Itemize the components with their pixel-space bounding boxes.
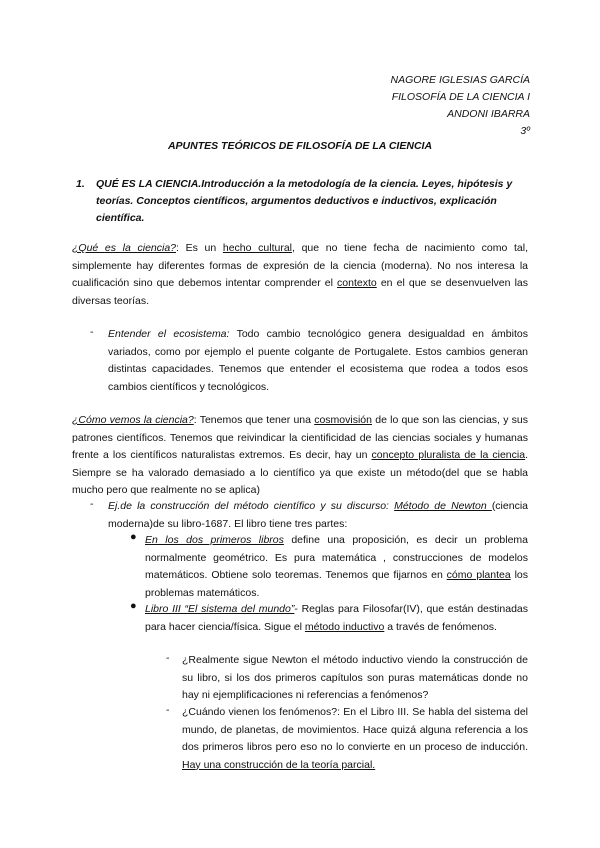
- underlined-term: Método de Newton: [394, 500, 492, 512]
- item-lead: Entender el ecosistema:: [108, 328, 230, 340]
- dash-marker: -: [90, 498, 94, 510]
- text-run: los problemas matemáticos.: [145, 569, 528, 599]
- bullet-marker: ●: [130, 600, 137, 612]
- dash-marker: -: [166, 652, 170, 664]
- underlined-term: método inductivo: [304, 620, 385, 633]
- bullet-item-libro-iii: [145, 601, 528, 636]
- page-title: APUNTES TEÓRICOS DE FILOSOFÍA DE LA CIENCIA: [167, 140, 433, 152]
- section-number: 1.: [76, 178, 85, 190]
- text-run: : Es un: [176, 242, 223, 254]
- question-label: ¿Qué es la ciencia?: [72, 242, 177, 254]
- underlined-term: concepto pluralista de la ciencia: [371, 449, 526, 462]
- item-lead: Libro III “El sistema del mundo”: [145, 603, 295, 615]
- underlined-term: cosmovisión: [314, 414, 372, 426]
- text-run: . Siempre se ha valorado demasiado a lo científico ya que existe un método(del que se habla mucho pero que realmente no se aplica): [72, 449, 528, 497]
- section-text: QUÉ ES LA CIENCIA.Introducción a la metodología de la ciencia. Leyes, hipótesis y teorías. Conceptos científicos, argumentos deductivos e inductivos, explicación científica.: [96, 178, 513, 224]
- bullet-item-primeros-libros: [145, 532, 528, 602]
- list-item-newton: [108, 498, 528, 533]
- text-run: , que no tiene fecha de nacimiento como tal, simplemente hay diferentes formas de expresión de la ciencia (moderna). No nos interesa la cualificación sino que debemos intentar comprender el: [72, 242, 528, 290]
- header-block: [391, 72, 530, 140]
- underlined-term: hecho cultural: [222, 242, 292, 254]
- text-run: Todo cambio tecnológico genera desigualdad en ámbitos variados, como por ejemplo el puente colgante de Portugalete. Estos cambios generan distintas capacidades. Tenemos que entender el ecosistema que rodea a todos esos cambios científicos y tecnológicos.: [108, 328, 528, 393]
- sub-item-newton-inductivo: [182, 652, 528, 705]
- underlined-term: Hay una construcción de la teoría parcial.: [182, 758, 376, 771]
- underlined-term: cómo plantea: [446, 569, 511, 582]
- sub-item-fenomenos: [182, 704, 528, 774]
- list-item-ecosistema: [108, 326, 528, 396]
- text-run: de lo que son las ciencias, y sus patrones científicos. Tenemos que reivindicar la cientificidad de las ciencias sociales y humanas frente a los científicos naturalistas extremos. Es decir, hay un: [72, 414, 529, 462]
- item-lead: Ej.de la construcción del método científico y su discurso:: [108, 500, 389, 512]
- text-run: ¿Cuándo vienen los fenómenos?: En el Libro III. Se habla del sistema del mundo, de planetas, de movimientos. Hace quizá alguna referencia a los dos primeros libros pero eso no lo convierte en un proceso de inducción.: [182, 706, 528, 754]
- dash-marker: -: [166, 704, 170, 716]
- text-run: - Reglas para Filosofar(IV), que están destinadas para hacer ciencia/física. Sigue el: [145, 603, 528, 633]
- paragraph-que-es: [72, 240, 528, 310]
- section-heading: [76, 176, 536, 227]
- text-run: en el que se desenvuelven las diversas teorías.: [72, 277, 528, 307]
- teacher-name: ANDONI IBARRA: [447, 108, 530, 120]
- author-name: NAGORE IGLESIAS GARCÍA: [390, 74, 530, 86]
- text-run: (ciencia moderna)de su libro-1687. El libro tiene tres partes:: [108, 500, 528, 530]
- underlined-term: contexto: [337, 277, 377, 290]
- item-lead: En los dos primeros libros: [145, 534, 284, 546]
- course-year: 3º: [520, 125, 530, 137]
- text-run: a través de fenómenos.: [384, 620, 497, 633]
- paragraph-como-vemos: [72, 412, 528, 500]
- bullet-marker: ●: [130, 531, 137, 543]
- text-run: : Tenemos que tener una: [193, 414, 315, 426]
- text-run: define una proposición, es decir un problema normalmente geométrico. Es pura matemática , construcciones de modelos matemáticos. Obtiene solo teoremas. Tenemos que fijarnos en: [145, 534, 529, 582]
- question-label: ¿Cómo vemos la ciencia?: [72, 414, 194, 426]
- text-run: ¿Realmente sigue Newton el método inductivo viendo la construcción de su libro, si los dos primeros capítulos son puras matemáticas donde no hay ni ejemplificaciones ni referencias a fenómenos?: [182, 654, 528, 702]
- dash-marker: -: [90, 326, 94, 338]
- course-name: FILOSOFÍA DE LA CIENCIA I: [391, 91, 530, 103]
